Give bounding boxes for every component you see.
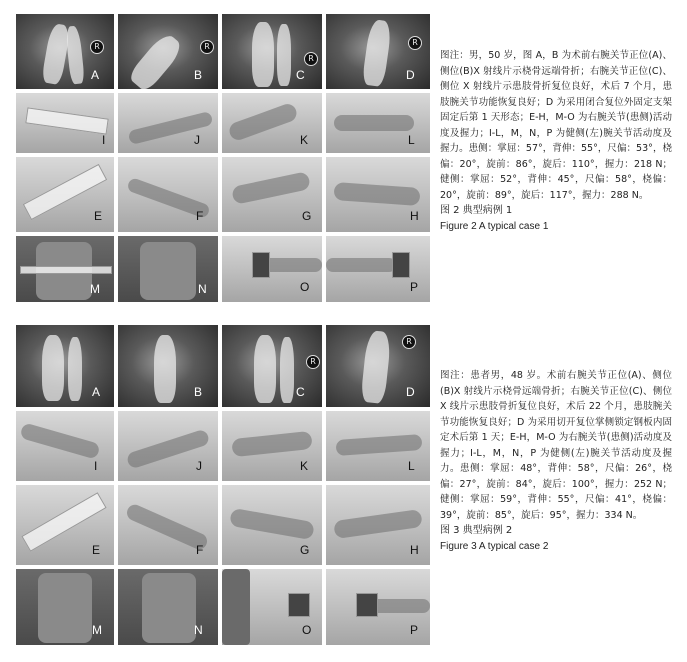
panel-label: H [410, 209, 419, 223]
panel-label: M [92, 623, 102, 637]
figure-2-panel-a-xray [16, 14, 114, 89]
figure-2-title-cn: 图 2 典型病例 1 [440, 205, 513, 216]
panel-label: E [92, 543, 101, 557]
panel-label: C [296, 385, 305, 399]
figure-3-panel-i-photo [16, 411, 114, 481]
figure-3-panel-c-xray [222, 325, 322, 407]
panel-label: M [90, 282, 100, 296]
figure-2-panel-e-photo [16, 157, 114, 232]
panel-label: E [94, 209, 103, 223]
right-side-marker: R [200, 40, 214, 54]
figure-2-panel-g-photo [222, 157, 322, 232]
panel-label: I [102, 133, 106, 147]
panel-label: H [410, 543, 419, 557]
right-side-marker: R [306, 355, 320, 369]
figure-3-panel-p-photo [326, 569, 430, 645]
figure-2-panel-h-photo [326, 157, 430, 232]
figure-3-panel-k-photo [222, 411, 322, 481]
panel-label: O [302, 623, 312, 637]
panel-label: K [300, 133, 309, 147]
figure-2-panel-c-xray [222, 14, 322, 89]
panel-label: D [406, 68, 415, 82]
right-side-marker: R [402, 335, 416, 349]
panel-label: B [194, 68, 203, 82]
figure-2-panel-d-xray [326, 14, 430, 89]
figure-3-panel-o-photo [222, 569, 322, 645]
figure-3-title-cn: 图 3 典型病例 2 [440, 525, 513, 536]
panel-label: K [300, 459, 309, 473]
figure-2-note: 图注：男，50 岁，图 A，B 为术前右腕关节正位(A)、侧位(B)X 射线片示桡骨远端骨折；右腕关节正位(C)、侧位 X 射线片示患肢骨折复位良好，术后 7 个月，患肢腕关节功能恢复良好；D 为采用闭合复位外固定支架固定后第 1 天形态；E-H，M-O 为右腕关节(患侧)活动度及握力；I-L，M，N，P 为健侧(左)腕关节活动度及握力。患侧：掌屈：57°，背伸：55°，尺偏：53°，桡偏：20°，旋前：86°，旋后：110°，握力：218 N；健侧：掌屈：52°，背伸：45°，尺偏：58°，桡偏：20°，旋前：89°，旋后：117°，握力：288 N。 [440, 50, 672, 201]
figure-2-panel-b-xray [118, 14, 218, 89]
panel-label: O [300, 280, 310, 294]
panel-label: G [302, 209, 312, 223]
panel-label: F [196, 543, 204, 557]
figure-2-panel-k-photo [222, 93, 322, 153]
figure-2-panel-i-photo [16, 93, 114, 153]
figure-2-panel-m-photo [16, 236, 114, 302]
panel-label: G [300, 543, 310, 557]
figure-3-panel-g-photo [222, 485, 322, 565]
panel-label: I [94, 459, 98, 473]
figure-3-panel-b-xray [118, 325, 218, 407]
panel-label: J [196, 459, 202, 473]
figure-3-caption [440, 368, 672, 554]
panel-label: P [410, 280, 419, 294]
figure-2-panel-o-photo [222, 236, 322, 302]
figure-3-panel-n-photo [118, 569, 218, 645]
panel-label: F [196, 209, 204, 223]
panel-label: B [194, 385, 203, 399]
figure-3-panel-e-photo [16, 485, 114, 565]
figure-2-panel-l-photo [326, 93, 430, 153]
panel-label: N [198, 282, 207, 296]
figure-2-panel-j-photo [118, 93, 218, 153]
figure-3-panel-m-photo [16, 569, 114, 645]
figure-3-panel-f-photo [118, 485, 218, 565]
panel-label: A [91, 68, 100, 82]
figure-3-note: 图注：患者男，48 岁。术前右腕关节正位(A)、侧位(B)X 射线片示桡骨远端骨折；右腕关节正位(C)、侧位 X 线片示患肢骨折复位良好，术后 22 个月，患肢腕关节功能恢复良好；D 为采用切开复位掌侧锁定钢板内固定术后第 1 天；E-H，M-O 为右腕关节(患侧)活动度及握力；I-L，M，N，P 为健侧(左)腕关节活动度及握力。患侧：掌屈：48°，背伸：58°，尺偏：26°，桡偏：27°，旋前：84°，旋后：100°，握力：252 N；健侧：掌屈：59°，背伸：55°，尺偏：41°，桡偏：39°，旋前：85°，旋后：95°，握力：334 N。 [440, 370, 672, 521]
figure-3-title-en: Figure 3 A typical case 2 [440, 540, 549, 552]
figure-3-panel-d-xray [326, 325, 430, 407]
panel-label: D [406, 385, 415, 399]
figure-2-panel-n-photo [118, 236, 218, 302]
panel-label: P [410, 623, 419, 637]
figure-2-title-en: Figure 2 A typical case 1 [440, 220, 549, 232]
right-side-marker: R [408, 36, 422, 50]
right-side-marker: R [90, 40, 104, 54]
panel-label: J [194, 133, 200, 147]
right-side-marker: R [304, 52, 318, 66]
figure-2-caption [440, 48, 672, 234]
figure-3-panel-j-photo [118, 411, 218, 481]
panel-label: L [408, 133, 415, 147]
figure-3-panel-a-xray [16, 325, 114, 407]
panel-label: C [296, 68, 305, 82]
panel-label: N [194, 623, 203, 637]
figure-3-panel-h-photo [326, 485, 430, 565]
figure-3-panel-l-photo [326, 411, 430, 481]
panel-label: L [408, 459, 415, 473]
figure-2-panel-f-photo [118, 157, 218, 232]
panel-label: A [92, 385, 101, 399]
figure-2-panel-p-photo [326, 236, 430, 302]
